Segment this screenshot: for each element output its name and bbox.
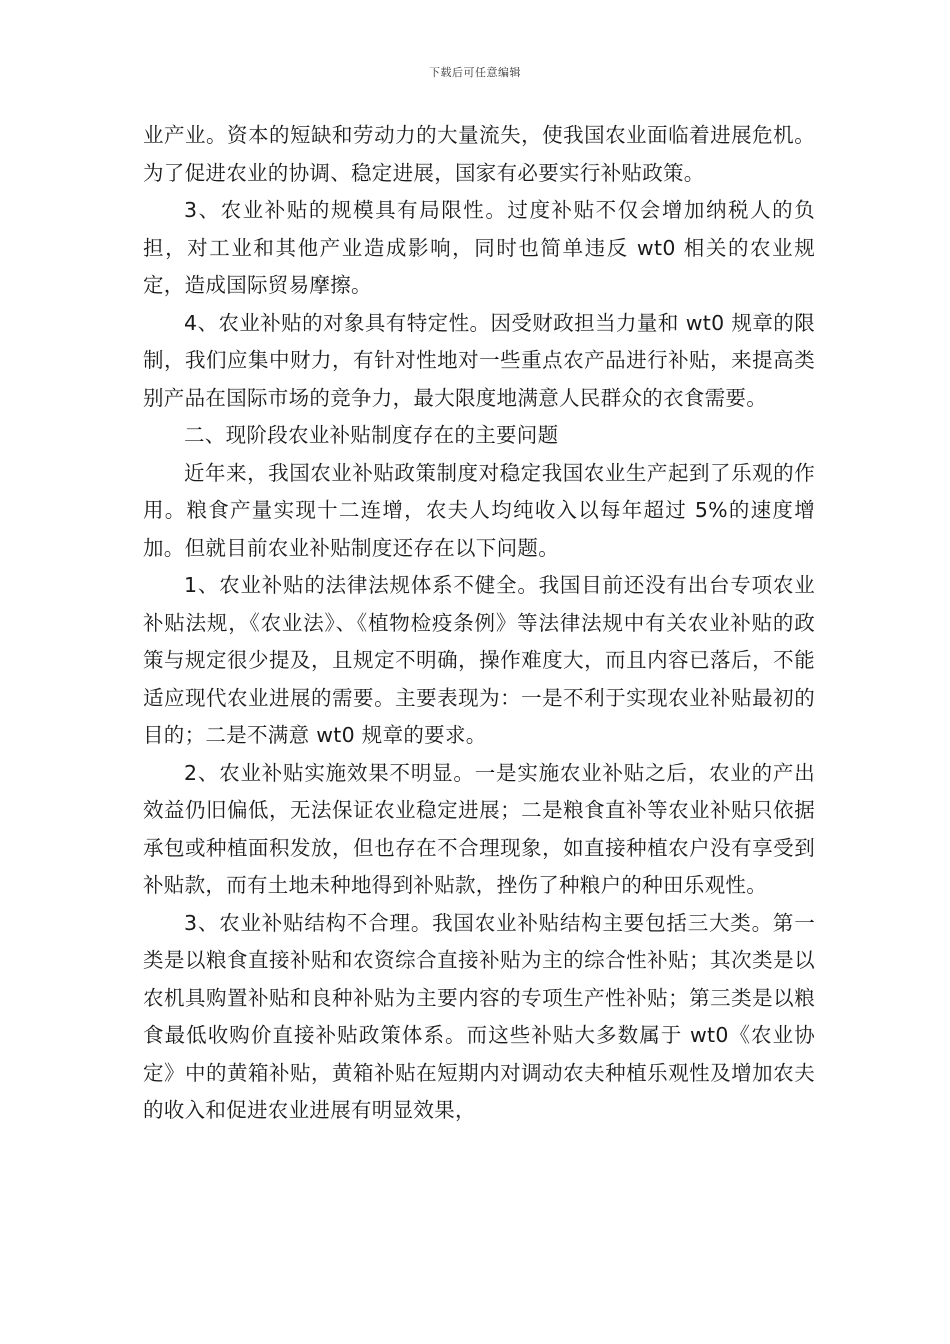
paragraph-problem-2-effect: 2、农业补贴实施效果不明显。一是实施农业补贴之后，农业的产出效益仍旧偏低，无法保证农业稳定进展；二是粮食直补等农业补贴只依据承包或种植面积发放，但也存在不合理现象，如直接种植农户没有享受到补贴款，而有土地未种地得到补贴款，挫伤了种粮户的种田乐观性。 [143,760,815,897]
paragraph-continuation: 业产业。资本的短缺和劳动力的大量流失，使我国农业面临着进展危机。为了促进农业的协调、稳定进展，国家有必要实行补贴政策。 [143,123,815,185]
paragraph-problem-1-legal: 1、农业补贴的法律法规体系不健全。我国目前还没有出台专项农业补贴法规，《农业法》、《植物检疫条例》等法律法规中有关农业补贴的政策与规定很少提及，且规定不明确，操作难度大，而且内容已落后，不能适应现代农业进展的需要。主要表现为：一是不利于实现农业补贴最初的目的；二是不满意 wt0 规章的要求。 [143,573,815,747]
paragraph-problem-3-structure: 3、农业补贴结构不合理。我国农业补贴结构主要包括三大类。第一类是以粮食直接补贴和农资综合直接补贴为主的综合性补贴；其次类是以农机具购置补贴和良种补贴为主要内容的专项生产性补贴；第三类是以粮食最低收购价直接补贴政策体系。而这些补贴大多数属于 wt0《农业协定》中的黄箱补贴，黄箱补贴在短期内对调动农夫种植乐观性及增加农夫的收入和促进农业进展有明显效果， [143,910,815,1122]
page-header: 下载后可任意编辑 [429,66,521,79]
section-heading-problems: 二、现阶段农业补贴制度存在的主要问题 [184,423,559,447]
paragraph-point-3-scale: 3、农业补贴的规模具有局限性。过度补贴不仅会增加纳税人的负担，对工业和其他产业造成影响，同时也简单违反 wt0 相关的农业规定，造成国际贸易摩擦。 [143,198,815,297]
paragraph-point-4-target: 4、农业补贴的对象具有特定性。因受财政担当力量和 wt0 规章的限制，我们应集中财力，有针对性地对一些重点农产品进行补贴，来提高类别产品在国际市场的竞争力，最大限度地满意人民群众的衣食需要。 [143,310,815,410]
paragraph-recent-years: 近年来，我国农业补贴政策制度对稳定我国农业生产起到了乐观的作用。粮食产量实现十二连增，农夫人均纯收入以每年超过 5%的速度增加。但就目前农业补贴制度还存在以下问题。 [143,460,815,560]
document-body [143,117,815,1130]
